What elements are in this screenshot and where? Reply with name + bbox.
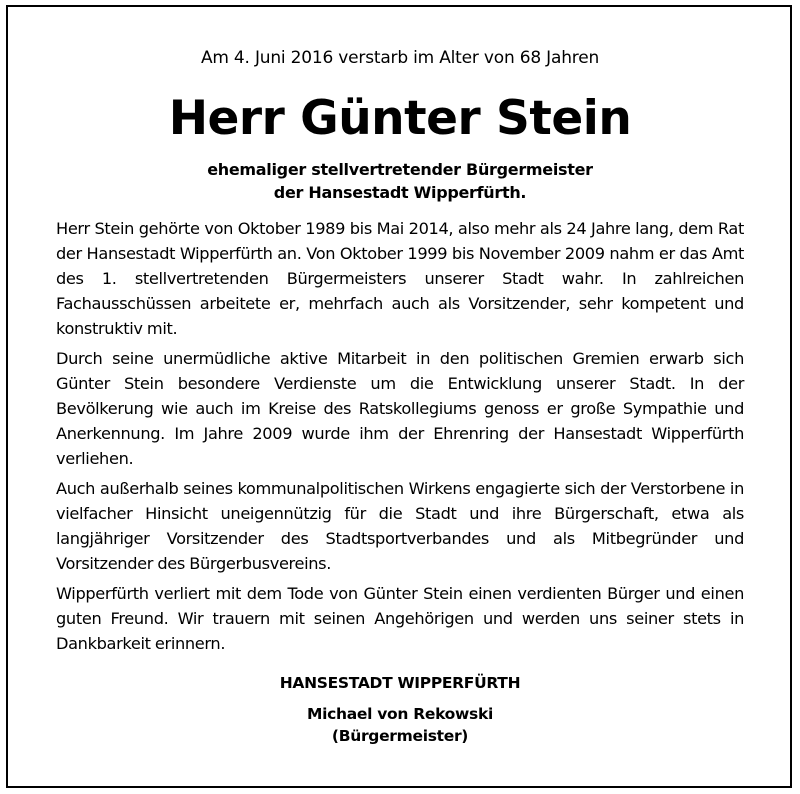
obituary-body: [56, 216, 744, 661]
paragraph-merits: Durch seine unermüdliche aktive Mitarbeit in den politischen Gremien erwarb sich Günter Stein besondere Verdienste um die Entwicklung unserer Stadt. In der Bevölkerung wie auch im Kreise des Ratskollegiums genoss er große Sympathie und Anerkennung. Im Jahre 2009 wurde ihm der Ehrenring der Hansestadt Wipperfürth verliehen.: [56, 349, 744, 468]
death-announcement-line: Am 4. Juni 2016 verstarb im Alter von 68 Jahren: [200, 48, 600, 68]
deceased-name: Herr Günter Stein: [168, 91, 632, 146]
signature-organization: HANSESTADT WIPPERFÜRTH: [279, 674, 521, 692]
former-role: [0, 158, 800, 204]
signature-title: (Bürgermeister): [331, 727, 469, 745]
paragraph-farewell: Wipperfürth verliert mit dem Tode von Günter Stein einen verdienten Bürger und einen guten Freund. Wir trauern mit seinen Angehörigen und werden uns seiner stets in Dankbarkeit erinnern.: [56, 584, 744, 653]
role-line-2: der Hansestadt Wipperfürth.: [273, 183, 527, 202]
paragraph-council-service: Herr Stein gehörte von Oktober 1989 bis Mai 2014, also mehr als 24 Jahre lang, dem Rat der Hansestadt Wipperfürth an. Von Oktober 1999 bis November 2009 nahm er das Amt des 1. stellvertretenden Bürgermeisters unserer Stadt wahr. In zahlreichen Fachausschüssen arbeitete er, mehrfach auch als Vorsitzender, sehr kompetent und konstruktiv mit.: [56, 219, 744, 338]
role-line-1: ehemaliger stellvertretender Bürgermeister: [207, 160, 593, 179]
signature-person: Michael von Rekowski: [307, 705, 493, 723]
signature-block: [0, 672, 800, 747]
paragraph-engagement: Auch außerhalb seines kommunalpolitischen Wirkens engagierte sich der Verstorbene in vielfacher Hinsicht uneigennützig für die Stadt und ihre Bürgerschaft, etwa als langjähriger Vorsitzender des Stadtsportverbandes und als Mitbegründer und Vorsitzender des Bürgerbusvereins.: [56, 479, 744, 573]
